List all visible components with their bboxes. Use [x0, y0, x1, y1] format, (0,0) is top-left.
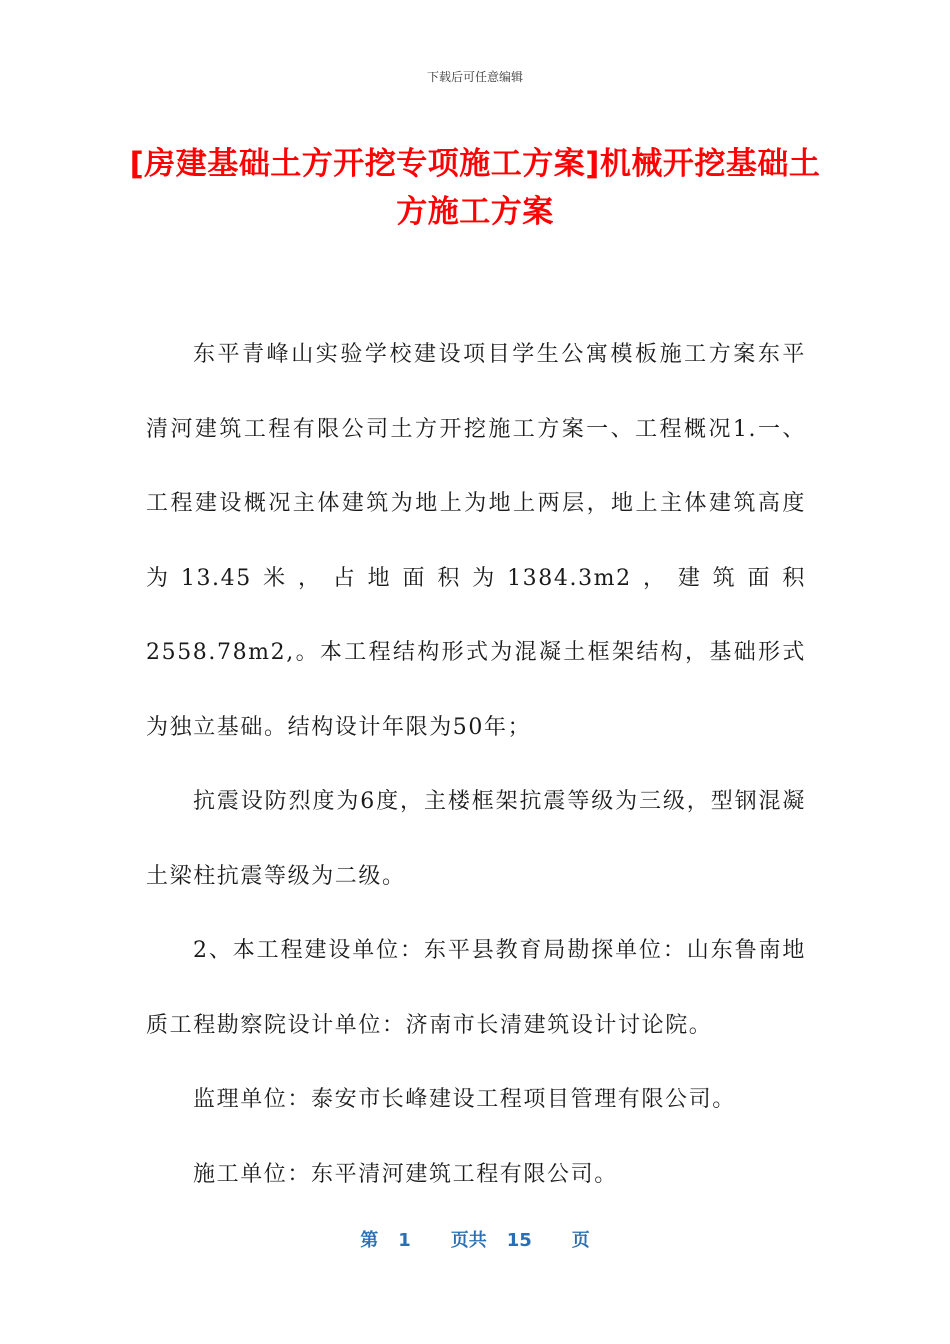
- document-body: [146, 318, 806, 1212]
- header-note: 下载后可任意编辑: [426, 70, 523, 84]
- footer-page-mid: 页共: [450, 1230, 487, 1251]
- footer-page-suffix: 页: [571, 1230, 590, 1251]
- paragraph-units: 2、本工程建设单位：东平县教育局勘探单位：山东鲁南地质工程勘察院设计单位：济南市长清建筑设计讨论院。: [146, 938, 806, 1038]
- paragraph-contractor: 施工单位：东平清河建筑工程有限公司。: [193, 1161, 618, 1187]
- paragraph-project-overview: 东平青峰山实验学校建设项目学生公寓模板施工方案东平清河建筑工程有限公司土方开挖施工方案一、工程概况1.一、工程建设概况主体建筑为地上为地上两层，地上主体建筑高度为13.45米，占地面积为1384.3m2，建筑面积2558.78m2,。本工程结构形式为混凝土框架结构，基础形式为独立基础。结构设计年限为50年；: [146, 342, 806, 740]
- page-footer: [0, 1226, 950, 1252]
- paragraph-seismic: 抗震设防烈度为6度，主楼框架抗震等级为三级，型钢混凝土梁柱抗震等级为二级。: [146, 789, 806, 889]
- document-title: [房建基础土方开挖专项施工方案]机械开挖基础土方施工方案: [129, 146, 821, 230]
- footer-page-number: 1: [398, 1230, 411, 1251]
- footer-page-total: 15: [506, 1230, 532, 1251]
- paragraph-supervisor: 监理单位：泰安市长峰建设工程项目管理有限公司。: [193, 1087, 736, 1112]
- footer-page-prefix: 第: [360, 1230, 379, 1251]
